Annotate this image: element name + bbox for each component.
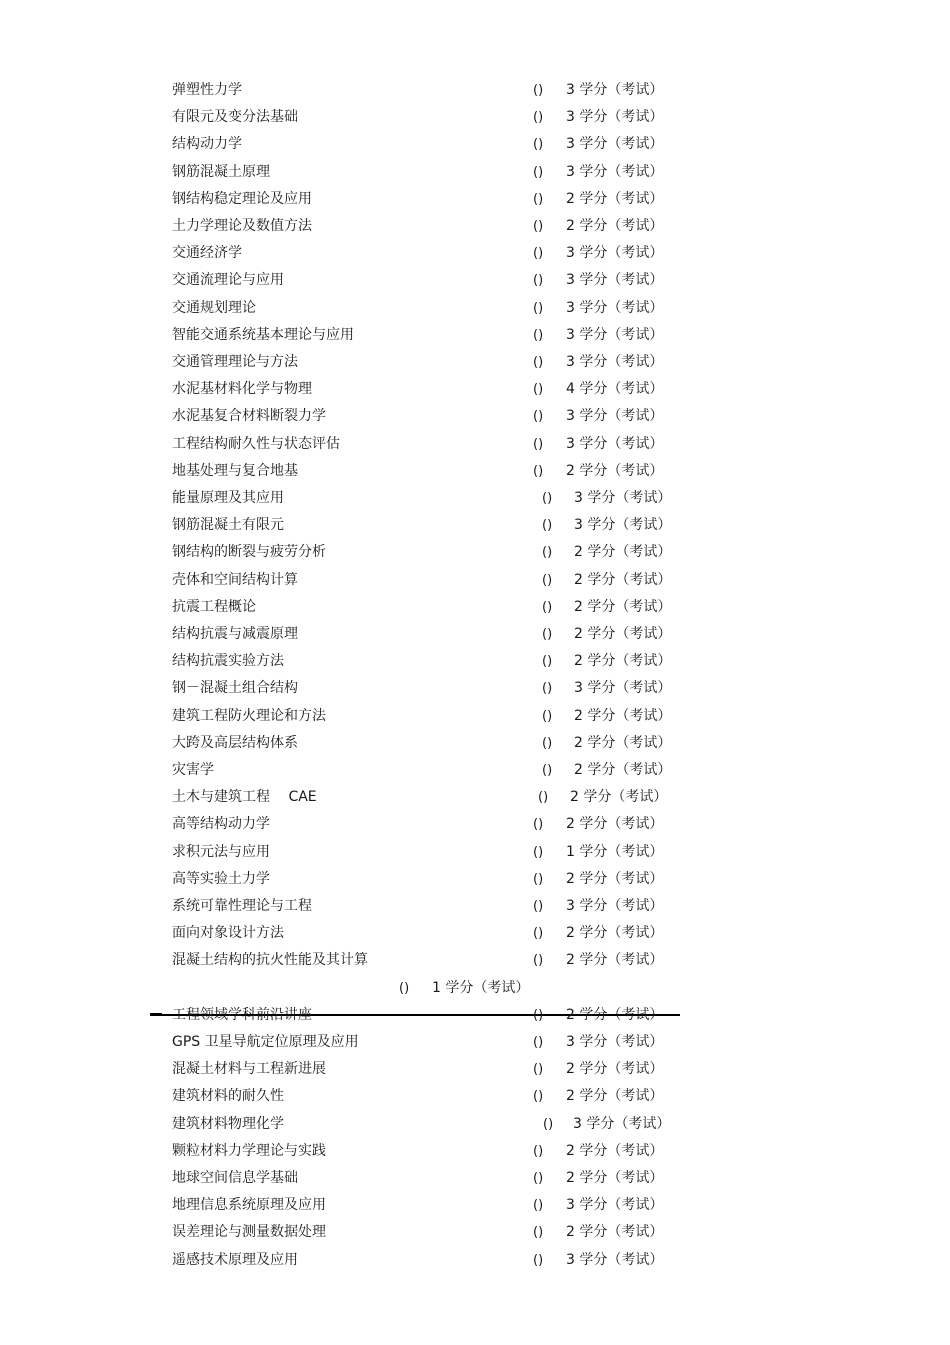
course-paren: () [533, 110, 544, 126]
course-credit: 2 学分（考试） [566, 816, 664, 833]
course-paren: () [542, 491, 553, 506]
course-name: 高等结构动力学 [172, 816, 270, 833]
course-paren: () [533, 409, 544, 425]
course-paren: () [533, 273, 544, 289]
course-credit: 3 学分（考试） [574, 490, 672, 506]
course-credit: 2 学分（考试） [566, 1061, 664, 1078]
course-paren: () [533, 436, 544, 452]
course-name: 工程领域学科前沿讲座 [172, 1006, 312, 1023]
course-paren: () [533, 1198, 544, 1214]
course-paren: () [533, 1089, 544, 1105]
course-row [0, 621, 950, 648]
course-row [0, 267, 950, 294]
course-row [0, 893, 950, 920]
course-credit: 3 学分（考试） [574, 680, 672, 697]
course-name: 结构抗震实验方法 [172, 653, 284, 670]
course-credit: 3 学分（考试） [566, 163, 664, 180]
course-row [0, 349, 950, 376]
course-row [0, 1247, 950, 1274]
course-paren: () [533, 164, 544, 180]
course-row [0, 1029, 950, 1056]
course-credit: 1 学分（考试） [432, 979, 530, 996]
course-name: 灾害学 [172, 762, 214, 778]
course-credit: 2 学分（考试） [574, 707, 672, 724]
course-row [0, 594, 950, 621]
course-paren: () [533, 1143, 544, 1159]
course-credit: 2 学分（考试） [574, 626, 672, 642]
course-name: 钢－混凝土组合结构 [172, 680, 298, 697]
course-credit: 2 学分（考试） [570, 789, 668, 806]
course-name: 系统可靠性理论与工程 [172, 898, 312, 914]
course-name: 抗震工程概论 [172, 598, 256, 615]
course-paren: () [533, 926, 544, 942]
course-credit: 2 学分（考试） [566, 870, 664, 887]
course-name: 弹塑性力学 [172, 82, 242, 98]
course-row [0, 1165, 950, 1192]
course-name: 钢筋混凝土有限元 [172, 517, 284, 534]
course-paren: () [542, 518, 553, 534]
course-row [0, 975, 950, 1002]
course-name: 地基处理与复合地基 [172, 462, 298, 479]
course-row [0, 458, 950, 485]
course-row [0, 403, 950, 430]
course-name: 有限元及变分法基础 [172, 109, 298, 126]
course-row [0, 213, 950, 240]
course-name: 颗粒材料力学理论与实践 [172, 1142, 326, 1159]
course-name: 地球空间信息学基础 [172, 1170, 298, 1186]
course-row [0, 1056, 950, 1083]
course-credit: 3 学分（考试） [566, 299, 664, 316]
course-credit: 2 学分（考试） [574, 544, 672, 561]
course-credit: 4 学分（考试） [566, 381, 664, 398]
course-credit: 2 学分（考试） [566, 190, 664, 207]
course-credit: 3 学分（考试） [566, 272, 664, 289]
course-row [0, 376, 950, 403]
course-name: 水泥基材料化学与物理 [172, 381, 312, 398]
course-name: 钢筋混凝土原理 [172, 163, 270, 180]
course-name: 大跨及高层结构体系 [172, 734, 298, 751]
course-row [0, 485, 950, 512]
course-name: 能量原理及其应用 [172, 490, 284, 506]
course-paren: () [533, 1252, 544, 1268]
course-paren: () [533, 1007, 544, 1023]
course-name: 混凝土结构的抗火性能及其计算 [172, 952, 368, 969]
course-credit: 2 学分（考试） [566, 925, 664, 942]
course-paren: () [542, 763, 553, 778]
course-credit: 3 学分（考试） [566, 136, 664, 153]
course-row [0, 104, 950, 131]
course-name: 交通管理理论与方法 [172, 354, 298, 370]
course-paren: () [533, 300, 544, 316]
course-paren: () [533, 219, 544, 234]
course-row [0, 839, 950, 866]
course-row [0, 730, 950, 757]
course-name: 钢结构的断裂与疲劳分析 [172, 544, 326, 561]
course-credit: 3 学分（考试） [566, 1034, 664, 1050]
course-name: GPS 卫星导航定位原理及应用 [172, 1034, 359, 1050]
course-paren: () [542, 654, 553, 670]
course-paren: () [533, 83, 544, 98]
course-credit: 2 学分（考试） [566, 1142, 664, 1159]
course-paren: () [542, 708, 553, 724]
course-row [0, 784, 950, 811]
course-credit: 3 学分（考试） [574, 517, 672, 534]
course-row [0, 131, 950, 158]
course-name: 工程结构耐久性与状态评估 [172, 435, 340, 452]
course-credit: 2 学分（考试） [566, 462, 664, 479]
course-row [0, 648, 950, 675]
course-row [0, 811, 950, 838]
course-paren: () [542, 599, 553, 615]
course-name: 面向对象设计方法 [172, 925, 284, 942]
course-row [0, 920, 950, 947]
course-credit: 3 学分（考试） [566, 1251, 664, 1268]
course-paren: () [533, 1171, 544, 1186]
course-name: 交通经济学 [172, 245, 242, 262]
course-name: 混凝土材料与工程新进展 [172, 1061, 326, 1078]
course-credit: 2 学分（考试） [566, 1088, 664, 1105]
course-credit: 3 学分（考试） [566, 245, 664, 262]
course-row [0, 512, 950, 539]
course-paren: () [542, 545, 553, 561]
course-credit: 3 学分（考试） [566, 898, 664, 914]
course-name: 结构抗震与减震原理 [172, 626, 298, 642]
course-credit: 3 学分（考试） [566, 109, 664, 126]
course-paren: () [542, 572, 553, 588]
course-row [0, 757, 950, 784]
course-name: 智能交通系统基本理论与应用 [172, 326, 354, 343]
course-row [0, 431, 950, 458]
course-paren: () [533, 899, 544, 914]
course-name: 结构动力学 [172, 136, 242, 153]
course-name: 水泥基复合材料断裂力学 [172, 408, 326, 425]
course-name: 交通流理论与应用 [172, 272, 284, 289]
course-credit: 3 学分（考试） [566, 435, 664, 452]
course-name: 钢结构稳定理论及应用 [172, 190, 312, 207]
course-paren: () [543, 1116, 554, 1132]
course-paren: () [533, 1225, 544, 1241]
course-credit: 3 学分（考试） [566, 82, 664, 98]
course-credit: 2 学分（考试） [566, 1224, 664, 1241]
course-row [0, 675, 950, 702]
course-paren: () [533, 137, 544, 153]
course-credit: 2 学分（考试） [566, 1170, 664, 1186]
course-name: 壳体和空间结构计算 [172, 571, 298, 588]
course-paren: () [542, 627, 553, 642]
course-credit: 3 学分（考试） [566, 326, 664, 343]
course-credit: 3 学分（考试） [573, 1115, 671, 1132]
course-credit: 3 学分（考试） [566, 408, 664, 425]
course-credit: 2 学分（考试） [566, 218, 664, 234]
course-paren: () [399, 980, 410, 996]
course-paren: () [533, 382, 544, 398]
course-row [0, 703, 950, 730]
course-paren: () [533, 817, 544, 833]
course-credit: 3 学分（考试） [566, 1197, 664, 1214]
course-paren: () [533, 191, 544, 207]
course-paren: () [533, 1062, 544, 1078]
course-row [0, 1138, 950, 1165]
course-name: 建筑工程防火理论和方法 [172, 707, 326, 724]
course-paren: () [542, 681, 553, 697]
course-paren: () [533, 844, 544, 860]
course-name: 求积元法与应用 [172, 843, 270, 860]
course-name: 交通规划理论 [172, 299, 256, 316]
course-name: 土木与建筑工程 CAE [172, 789, 317, 806]
course-credit: 2 学分（考试） [566, 952, 664, 969]
course-row [0, 1192, 950, 1219]
course-row [0, 1002, 950, 1029]
course-credit: 2 学分（考试） [574, 762, 672, 778]
course-name: 建筑材料物理化学 [172, 1115, 284, 1132]
course-credit: 2 学分（考试） [566, 1006, 664, 1023]
course-credit: 3 学分（考试） [566, 354, 664, 370]
course-row [0, 1111, 950, 1138]
course-credit: 2 学分（考试） [574, 598, 672, 615]
course-row [0, 322, 950, 349]
course-credit: 2 学分（考试） [574, 653, 672, 670]
course-paren: () [533, 871, 544, 887]
course-row [0, 77, 950, 104]
course-row [0, 947, 950, 974]
course-row [0, 1219, 950, 1246]
course-credit: 2 学分（考试） [574, 734, 672, 751]
course-row [0, 866, 950, 893]
course-name: 遥感技术原理及应用 [172, 1251, 298, 1268]
course-paren: () [533, 246, 544, 262]
course-paren: () [533, 355, 544, 370]
course-name: 高等实验土力学 [172, 870, 270, 887]
course-row [0, 159, 950, 186]
course-row [0, 186, 950, 213]
course-name: 误差理论与测量数据处理 [172, 1224, 326, 1241]
course-name: 建筑材料的耐久性 [172, 1088, 284, 1105]
course-paren: () [533, 327, 544, 343]
course-name: 地理信息系统原理及应用 [172, 1197, 326, 1214]
course-row [0, 295, 950, 322]
course-row [0, 567, 950, 594]
course-paren: () [542, 735, 553, 751]
course-paren: () [533, 463, 544, 479]
course-credit: 1 学分（考试） [566, 843, 664, 860]
course-paren: () [533, 953, 544, 969]
course-name: 土力学理论及数值方法 [172, 218, 312, 234]
course-paren: () [533, 1035, 544, 1050]
course-paren: () [538, 790, 549, 806]
course-credit: 2 学分（考试） [574, 571, 672, 588]
course-row [0, 1083, 950, 1110]
course-row [0, 539, 950, 566]
course-row [0, 240, 950, 267]
